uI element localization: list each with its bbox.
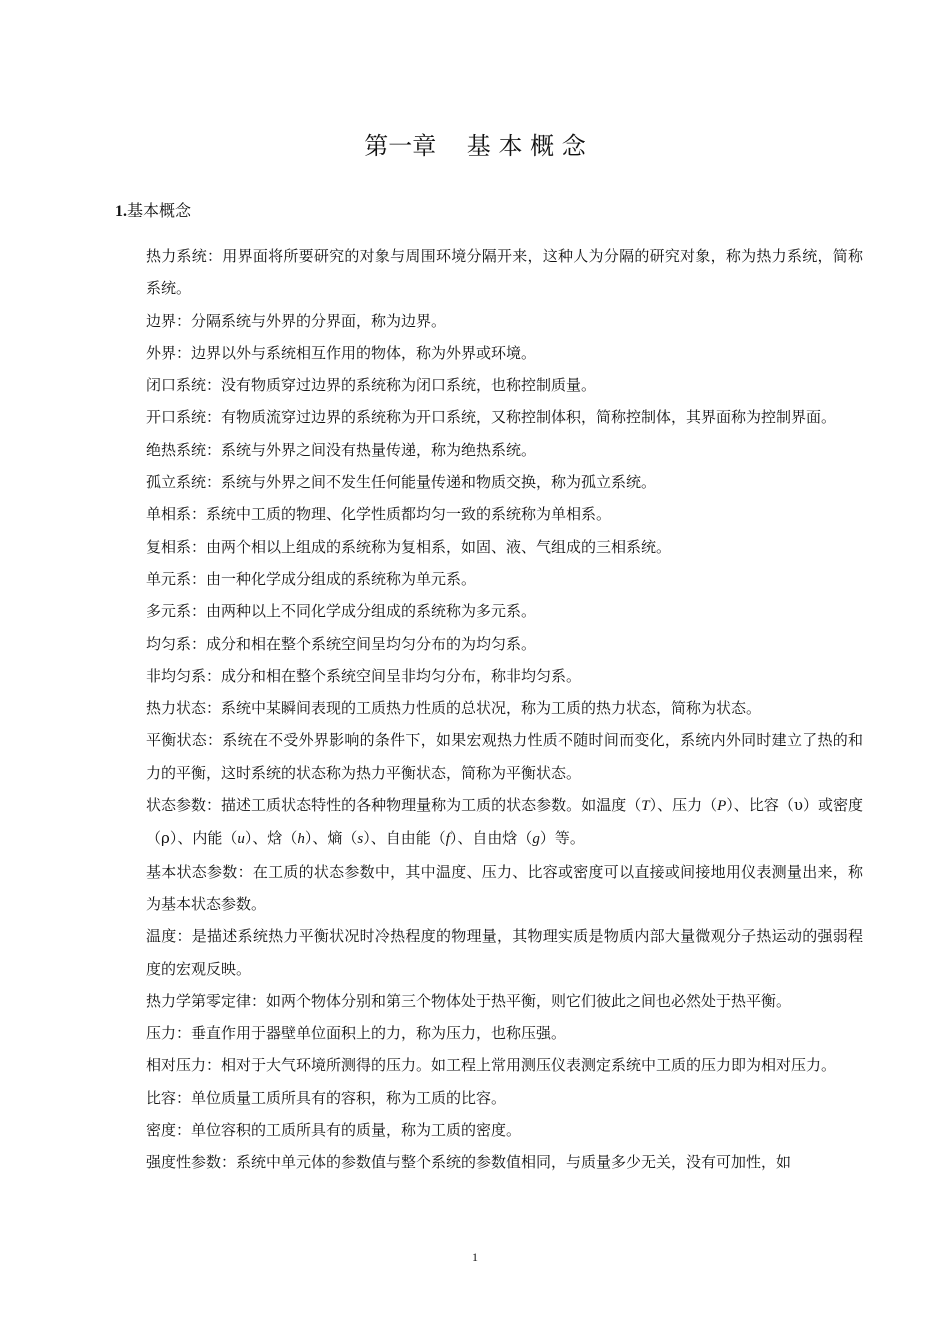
definition-paragraph: 开口系统：有物质流穿过边界的系统称为开口系统，又称控制体积，简称控制体，其界面称为控制界面。 <box>146 408 837 427</box>
definition-paragraph: 热力系统：用界面将所要研究的对象与周围环境分隔开来，这种人为分隔的研究对象，称为热力系统，简称系统。 <box>146 247 863 298</box>
section-number: 1. <box>115 203 127 220</box>
definition-paragraph: 非均匀系：成分和相在整个系统空间呈非均匀分布，称非均匀系。 <box>146 666 582 685</box>
definition-paragraph: 闭口系统：没有物质穿过边界的系统称为闭口系统，也称控制质量。 <box>146 376 597 395</box>
section-heading <box>115 199 191 224</box>
definition-paragraph: 平衡状态：系统在不受外界影响的条件下，如果宏观热力性质不随时间而变化，系统内外同时建立了热的和力的平衡，这时系统的状态称为热力平衡状态，简称为平衡状态。 <box>146 731 863 782</box>
definition-paragraph: 温度：是描述系统热力平衡状况时冷热程度的物理量，其物理实质是物质内部大量微观分子热运动的强弱程度的宏观反映。 <box>146 927 863 978</box>
definition-paragraph: 单相系：系统中工质的物理、化学性质都均匀一致的系统称为单相系。 <box>146 505 612 524</box>
definition-paragraph: 复相系：由两个相以上组成的系统称为复相系，如固、液、气组成的三相系统。 <box>146 537 672 556</box>
definition-paragraph: 压力：垂直作用于器壁单位面积上的力，称为压力，也称压强。 <box>146 1024 567 1043</box>
definition-paragraph: 绝热系统：系统与外界之间没有热量传递，称为绝热系统。 <box>146 440 537 459</box>
definition-paragraph: 边界：分隔系统与外界的分界面，称为边界。 <box>146 311 447 330</box>
definition-paragraph: 基本状态参数：在工质的状态参数中，其中温度、压力、比容或密度可以直接或间接地用仪表测量出来，称为基本状态参数。 <box>146 862 863 913</box>
definition-paragraph: 单元系：由一种化学成分组成的系统称为单元系。 <box>146 569 477 588</box>
definition-paragraph: 密度：单位容积的工质所具有的质量，称为工质的密度。 <box>146 1121 522 1140</box>
page-number: 1 <box>472 1250 478 1264</box>
definition-paragraph: 相对压力：相对于大气环境所测得的压力。如工程上常用测压仪表测定系统中工质的压力即为相对压力。 <box>146 1056 837 1075</box>
definition-paragraph: 热力学第零定律：如两个物体分别和第三个物体处于热平衡，则它们彼此之间也必然处于热平衡。 <box>146 991 792 1010</box>
definition-paragraph: 热力状态：系统中某瞬间表现的工质热力性质的总状况，称为工质的热力状态，简称为状态。 <box>146 699 762 718</box>
definition-paragraph: 比容：单位质量工质所具有的容积，称为工质的比容。 <box>146 1088 507 1107</box>
section-title-text: 基本概念 <box>127 201 192 220</box>
definition-paragraph: 多元系：由两种以上不同化学成分组成的系统称为多元系。 <box>146 602 537 621</box>
definitions-body <box>146 240 863 1179</box>
definition-paragraph: 外界：边界以外与系统相互作用的物体，称为外界或环境。 <box>146 343 537 362</box>
definition-paragraph: 孤立系统：系统与外界之间不发生任何能量传递和物质交换，称为孤立系统。 <box>146 473 657 492</box>
definition-paragraph: 均匀系：成分和相在整个系统空间呈均匀分布的为均匀系。 <box>146 634 537 653</box>
definition-paragraph: 状态参数：描述工质状态特性的各种物理量称为工质的状态参数。如温度（T）、压力（P）、比容（υ）或密度（ρ）、内能（u）、焓（h）、熵（s）、自由能（f）、自由焓（g）等。 <box>146 796 863 848</box>
chapter-title: 第一章 基 本 概 念 <box>364 132 586 160</box>
definition-paragraph: 强度性参数：系统中单元体的参数值与整个系统的参数值相同，与质量多少无关，没有可加性，如 <box>146 1153 792 1172</box>
